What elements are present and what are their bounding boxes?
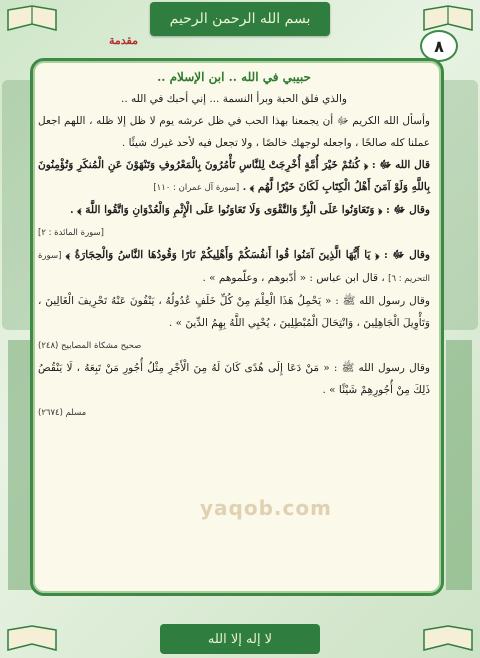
quran-book-icon (6, 624, 58, 654)
verse-text: وقال ﷻ : ﴿ وَتَعَاوَنُوا عَلَى الْبِرِّ وَالتَّقْوَى وَلَا تَعَاوَنُوا عَلَى الْإِثْمِ وَالْعُدْوَانِ وَاتَّقُوا اللَّهَ ﴾ . (69, 204, 430, 216)
verse-reference: [سورة التحريم : ٦] (38, 251, 430, 284)
verse-reference-line (38, 221, 430, 244)
hadith-reference: صحيح مشكاة المصابيح (٢٤٨) (38, 341, 142, 351)
verse-text: وقال ﷻ : ﴿ يَا أَيُّهَا الَّذِينَ آمَنُوا قُوا أَنفُسَكُمْ وَأَهْلِيكُمْ نَارًا وَقُودُهَا النَّاسُ وَالْحِجَارَةُ ﴾ (65, 249, 430, 261)
hadith-reference-line (38, 334, 430, 357)
page-number: ٨ (420, 30, 458, 62)
paragraph-verse-1 (38, 154, 430, 199)
verse-text: قال الله ﷻ : ﴿ كُنتُمْ خَيْرَ أُمَّةٍ أُخْرِجَتْ لِلنَّاسِ تَأْمُرُونَ بِالْمَعْرُوفِ وَتَنْهَوْنَ عَنِ الْمُنكَرِ وَتُؤْمِنُونَ بِاللَّهِ وَلَوْ آمَنَ أَهْلُ الْكِتَابِ لَكَانَ خَيْرًا لَّهُم ﴾ . (38, 159, 430, 193)
paragraph-verse-3 (38, 244, 430, 290)
basmala-banner (150, 2, 330, 36)
quran-book-icon (6, 4, 58, 34)
paragraph-hadith-1: وقال رسول الله ﷺ : « يَحْمِلُ هَذَا الْعِلْمَ مِنْ كُلِّ خَلَفٍ عُدُولُهُ ، يَنْفُونَ عَنْهُ تَحْرِيفَ الْغَالِينَ ، وَتَأْوِيلَ الْجَاهِلِينَ ، وَانْتِحَالَ الْمُبْطِلِينَ ، يُحْيِي اللَّهُ بِهِمُ الدِّينَ » . (38, 295, 430, 329)
paragraph-dua: وأسأل الله الكريم ﷻ أن يجمعنا بهذا الحب في ظل عرشه يوم لا ظل إلا ظله ، اللهم اجعل عملنا كله صالحًا ، واجعله لوجهك خالصًا ، ولا تجعل فيه لأحد غيرك شيئًا . (38, 115, 430, 149)
hadith-reference: مسلم (٢٦٧٤) (38, 408, 87, 418)
verse-reference: [سورة آل عمران : ١١٠] (153, 183, 240, 193)
paragraph-hadith-2: وقال رسول الله ﷺ : « مَنْ دَعَا إِلَى هُدًى كَانَ لَهُ مِنَ الْأَجْرِ مِثْلُ أُجُورِ مَنْ تَبِعَهُ ، لَا يَنْقُصُ ذَلِكَ مِنْ أُجُورِهِمْ شَيْئًا » . (38, 362, 430, 396)
ibn-abbas-quote: ، قال ابن عباس : « أدّبوهم ، وعلّموهم » . (202, 272, 385, 284)
page-title: حبيبي في الله .. ابن الإسلام .. (157, 70, 311, 84)
opening-line: والذي فلق الحبة وبرأ النسمة ... إني أحبك في الله .. (121, 93, 347, 105)
verse-reference: [سورة المائدة : ٢] (38, 228, 104, 238)
hadith-reference-line (38, 401, 430, 424)
quran-book-icon (422, 624, 474, 654)
paragraph-verse-2 (38, 199, 430, 221)
shahada-text: لا إله إلا الله (207, 631, 273, 647)
quran-book-icon (422, 4, 474, 34)
section-label: مقدمة (108, 34, 138, 47)
shahada-banner (160, 624, 320, 654)
right-mosque-illustration (446, 340, 472, 590)
right-calligraphy-panel (438, 80, 478, 330)
page-content (38, 66, 430, 424)
site-watermark: yaqob.com (200, 496, 332, 520)
basmala-text: بسم الله الرحمن الرحيم (169, 11, 311, 27)
